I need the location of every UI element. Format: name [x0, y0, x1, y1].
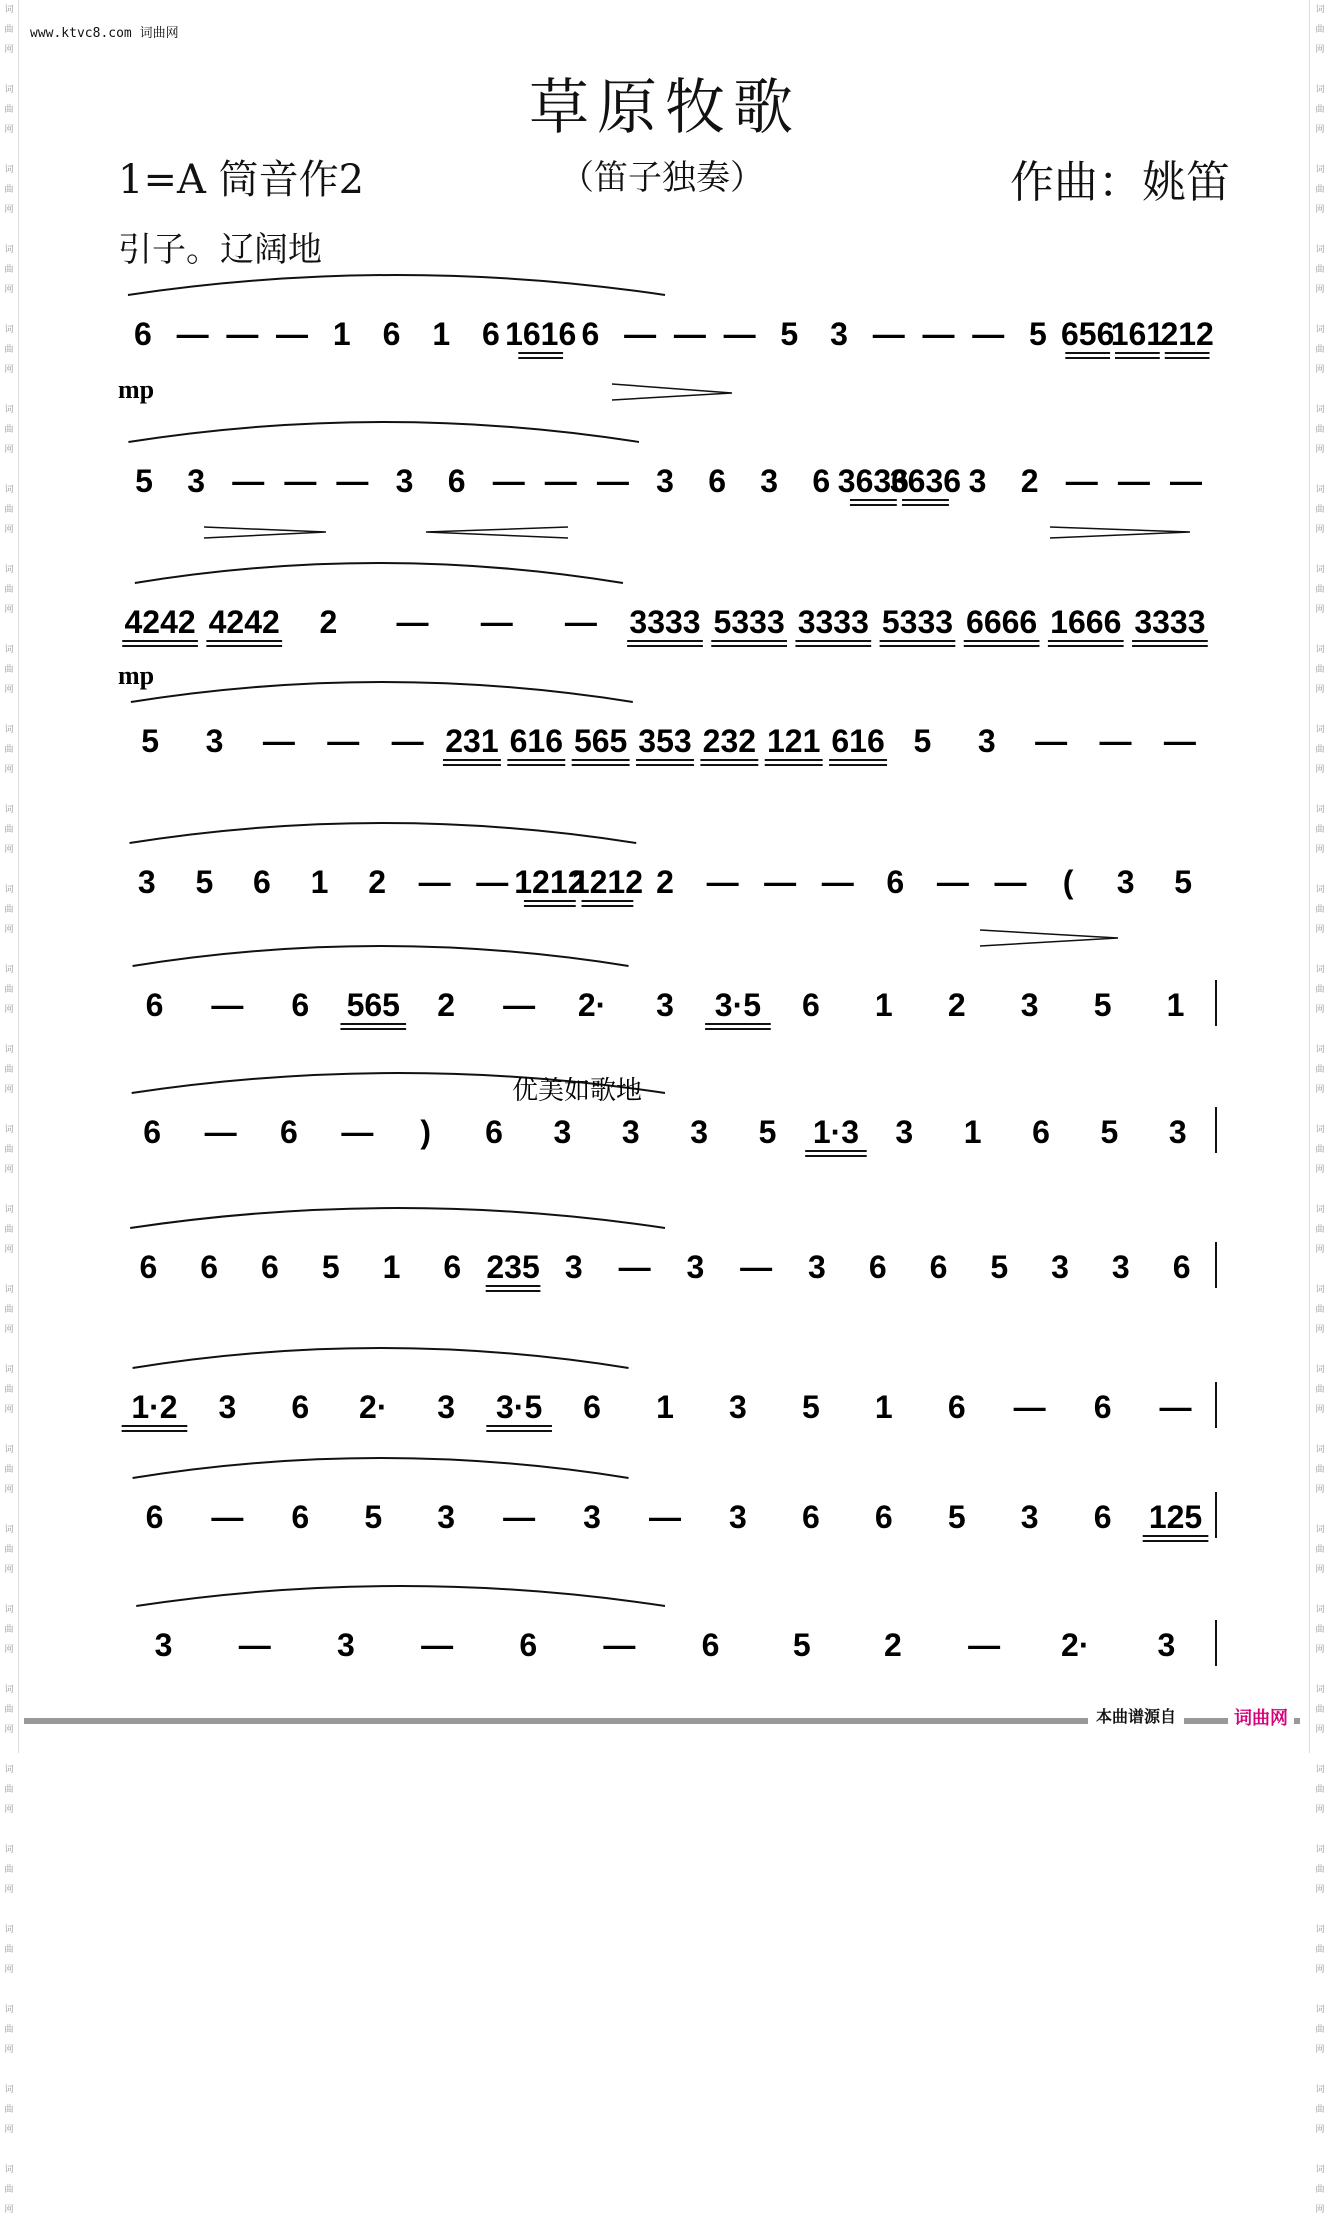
note: 6	[485, 1114, 503, 1150]
note: —	[327, 723, 360, 759]
note: 2	[947, 987, 966, 1023]
slur-arc	[133, 1348, 629, 1368]
note: 3	[154, 1627, 173, 1663]
note: —	[624, 316, 657, 352]
note: —	[564, 604, 597, 640]
note: —	[673, 316, 706, 352]
note: 565	[346, 987, 400, 1023]
note: 5	[801, 1389, 820, 1425]
note: 6	[868, 1249, 887, 1285]
note: 2	[884, 1627, 902, 1663]
note: —	[968, 1627, 1001, 1663]
note: 6	[708, 463, 726, 499]
note: —	[723, 316, 756, 352]
note: 1	[382, 1249, 401, 1285]
note: —	[740, 1249, 773, 1285]
slur-arc	[128, 275, 665, 295]
note: —	[262, 723, 295, 759]
note: 6	[929, 1249, 948, 1285]
note: 5	[990, 1249, 1009, 1285]
note: 2	[319, 604, 338, 640]
key-signature: 1=A 筒音作2	[118, 157, 365, 203]
note: 1666	[1050, 604, 1122, 640]
note: 6	[291, 1389, 310, 1425]
note: —	[1099, 723, 1132, 759]
note: 3	[1116, 864, 1135, 900]
note: 3	[968, 463, 987, 499]
note: 5	[1029, 316, 1047, 352]
note: 5	[780, 316, 799, 352]
note: 5	[321, 1249, 340, 1285]
note: —	[396, 604, 429, 640]
note: 6	[139, 1249, 158, 1285]
note: 231	[445, 723, 499, 759]
note: 3	[1168, 1114, 1187, 1150]
note: 3	[760, 463, 779, 499]
note: —	[476, 864, 509, 900]
note: 3	[395, 463, 414, 499]
note: 3	[656, 463, 674, 499]
note: 2	[656, 864, 674, 900]
note: 3	[337, 1627, 355, 1663]
note: —	[418, 864, 451, 900]
note: 6	[443, 1249, 462, 1285]
slur-arc	[131, 682, 633, 702]
note: 1	[656, 1389, 674, 1425]
note: 3333	[797, 604, 869, 640]
note: 6666	[966, 604, 1038, 640]
note: —	[596, 463, 629, 499]
note: 4242	[208, 604, 280, 640]
note: 1212	[571, 864, 644, 900]
note: 6	[382, 316, 401, 352]
footer-site: 词曲网	[1228, 1704, 1294, 1730]
note: (	[1062, 864, 1074, 900]
note: 353	[638, 723, 692, 759]
note: 5	[758, 1114, 777, 1150]
composer-credit: 作曲：姚笛	[1010, 157, 1230, 208]
note: 5	[195, 864, 214, 900]
note: —	[284, 463, 317, 499]
note: —	[618, 1249, 651, 1285]
note: —	[480, 604, 513, 640]
slur-arc	[136, 1586, 665, 1606]
decrescendo-hairpin	[1050, 527, 1190, 538]
note: —	[1159, 1389, 1192, 1425]
note: 6	[874, 1499, 893, 1535]
note: —	[764, 864, 797, 900]
note: 6	[1093, 1499, 1112, 1535]
note: 5	[135, 463, 153, 499]
note: —	[276, 316, 309, 352]
note: —	[1013, 1389, 1046, 1425]
note: 3	[895, 1114, 914, 1150]
note: 1212	[514, 864, 586, 900]
slur-arc	[133, 946, 629, 966]
note: —	[1065, 463, 1098, 499]
note: 6	[1032, 1114, 1050, 1150]
note: 5	[947, 1499, 966, 1535]
note: 3	[977, 723, 996, 759]
note: 3	[1020, 1499, 1039, 1535]
note: 3	[437, 1389, 456, 1425]
note: 565	[573, 723, 628, 759]
header-url: www.ktvc8.com 词曲网	[30, 26, 179, 41]
note: 2	[1020, 463, 1039, 499]
score-title: 草原牧歌	[529, 73, 801, 143]
note: 1	[332, 316, 351, 352]
note: 6	[261, 1249, 279, 1285]
score-subtitle: （笛子独奏）	[560, 158, 764, 198]
note: 6	[291, 987, 310, 1023]
note: 3	[205, 723, 224, 759]
note: —	[341, 1114, 374, 1150]
note: —	[1117, 463, 1150, 499]
note: 6	[253, 864, 271, 900]
note: 5	[141, 723, 160, 759]
dynamic-mp: mp	[118, 375, 155, 404]
note: 3	[1020, 987, 1039, 1023]
note: )	[420, 1114, 432, 1150]
note: —	[204, 1114, 237, 1150]
note: —	[492, 463, 525, 499]
note: 6	[291, 1499, 310, 1535]
note: 616	[509, 723, 563, 759]
note: 5	[913, 723, 932, 759]
note: 232	[702, 723, 757, 759]
dynamic-mp: mp	[118, 661, 155, 690]
note: 6	[583, 1389, 601, 1425]
note: 6	[947, 1389, 966, 1425]
note: 2	[437, 987, 456, 1023]
note: 161	[1110, 316, 1165, 352]
note: —	[176, 316, 209, 352]
note: —	[994, 864, 1027, 900]
note: 1	[963, 1114, 982, 1150]
note: 6	[581, 316, 600, 352]
note: 4242	[124, 604, 196, 640]
section-marking: 引子。辽阔地	[118, 230, 322, 270]
note: 3	[656, 987, 674, 1023]
note: 1	[1166, 987, 1185, 1023]
note: —	[421, 1627, 454, 1663]
slur-arc	[130, 1208, 665, 1228]
crescendo-hairpin	[426, 527, 568, 538]
note: 1·2	[131, 1389, 178, 1425]
note: 3	[729, 1389, 747, 1425]
note: 6	[886, 864, 905, 900]
note: 1	[432, 316, 451, 352]
note: 6	[447, 463, 466, 499]
note: —	[872, 316, 905, 352]
decrescendo-hairpin	[204, 527, 326, 538]
note: 6	[145, 987, 164, 1023]
note: 2	[368, 864, 387, 900]
note: 1·3	[812, 1114, 860, 1150]
note: 3	[1051, 1249, 1069, 1285]
note: 3	[137, 864, 156, 900]
note: 3333	[1134, 604, 1206, 640]
decrescendo-hairpin	[980, 930, 1118, 946]
note: 3	[583, 1499, 601, 1535]
note: 1	[874, 987, 893, 1023]
right-watermark-strip: 词 曲 网 词 曲 网 词 曲 网 词 曲 网 词 曲 网 词 曲 网 词 曲 网 词 曲 网 词 曲 网 词 曲 网 词 曲 网 词 曲 网 词 曲 网 词 曲 网 词 曲 网 词 曲 网 词 曲 网 词 曲 网 词 曲 网 词 曲 网 词 曲 网 词 曲 网 词 曲 网 词 曲 网 词 曲 网 词 曲 网 词 曲 网 词 曲 网	[1309, 0, 1330, 1753]
note: 3636	[889, 463, 962, 499]
note: —	[1163, 723, 1196, 759]
note: 6	[133, 316, 152, 352]
slur-arc	[130, 823, 637, 843]
note: 3	[621, 1114, 640, 1150]
note: 2·	[577, 987, 607, 1023]
left-watermark-strip: 词 曲 网 词 曲 网 词 曲 网 词 曲 网 词 曲 网 词 曲 网 词 曲 网 词 曲 网 词 曲 网 词 曲 网 词 曲 网 词 曲 网 词 曲 网 词 曲 网 词 曲 网 词 曲 网 词 曲 网 词 曲 网 词 曲 网 词 曲 网 词 曲 网 词 曲 网 词 曲 网 词 曲 网 词 曲 网 词 曲 网 词 曲 网 词 曲 网	[0, 0, 19, 1753]
note: —	[211, 1499, 244, 1535]
note: 212	[1160, 316, 1214, 352]
note: 6	[801, 987, 820, 1023]
note: 2·	[1061, 1627, 1090, 1663]
note: —	[1169, 463, 1202, 499]
note: 3	[437, 1499, 456, 1535]
note: —	[922, 316, 955, 352]
note: 5	[1174, 864, 1193, 900]
note: 6	[145, 1499, 164, 1535]
note: 6	[200, 1249, 219, 1285]
note: 6	[1093, 1389, 1112, 1425]
note: 3	[564, 1249, 583, 1285]
slur-arc	[133, 1458, 629, 1478]
note: 125	[1148, 1499, 1203, 1535]
note: 5	[1093, 987, 1112, 1023]
note: 3	[1111, 1249, 1130, 1285]
note: 3	[690, 1114, 709, 1150]
note: 2·	[359, 1389, 388, 1425]
note: —	[391, 723, 424, 759]
note: 1616	[505, 316, 577, 352]
note: 6	[701, 1627, 720, 1663]
note: 5	[1100, 1114, 1119, 1150]
note: 656	[1060, 316, 1115, 352]
note: 6	[812, 463, 831, 499]
note: —	[503, 987, 536, 1023]
note: 3	[808, 1249, 826, 1285]
note: —	[232, 463, 265, 499]
note: 1	[310, 864, 329, 900]
note: —	[1035, 723, 1068, 759]
note: —	[706, 864, 739, 900]
note: 3·5	[714, 987, 762, 1023]
note: —	[544, 463, 577, 499]
slur-arc	[135, 563, 623, 583]
note: 6	[482, 316, 500, 352]
note: 616	[831, 723, 885, 759]
note: 5	[364, 1499, 383, 1535]
note: 3333	[629, 604, 701, 640]
note: 3	[830, 316, 848, 352]
note: 1	[874, 1389, 893, 1425]
note: 6	[143, 1114, 162, 1150]
note: —	[238, 1627, 271, 1663]
note: —	[821, 864, 854, 900]
note: —	[503, 1499, 536, 1535]
note: 3	[1157, 1627, 1176, 1663]
note: —	[936, 864, 969, 900]
note: 3	[729, 1499, 747, 1535]
note: 3636	[837, 463, 909, 499]
expression-marking: 优美如歌地	[512, 1076, 643, 1106]
note: 3·5	[496, 1389, 543, 1425]
note: 3	[218, 1389, 237, 1425]
note: 6	[280, 1114, 298, 1150]
note: —	[336, 463, 369, 499]
note: 3	[686, 1249, 705, 1285]
note: 235	[486, 1249, 540, 1285]
decrescendo-hairpin	[612, 384, 732, 400]
footer-source: 本曲谱源自	[1088, 1704, 1184, 1727]
note: —	[649, 1499, 681, 1535]
note: 3	[187, 463, 206, 499]
note: 121	[767, 723, 821, 759]
note: 6	[801, 1499, 820, 1535]
note: —	[211, 987, 244, 1023]
note: 5333	[881, 604, 954, 640]
note: 6	[519, 1627, 538, 1663]
slur-arc	[128, 422, 639, 442]
note: —	[226, 316, 259, 352]
note: 5333	[713, 604, 785, 640]
note: 5	[792, 1627, 811, 1663]
note: 6	[1172, 1249, 1191, 1285]
note: —	[603, 1627, 636, 1663]
note: —	[972, 316, 1005, 352]
note: 3	[553, 1114, 572, 1150]
